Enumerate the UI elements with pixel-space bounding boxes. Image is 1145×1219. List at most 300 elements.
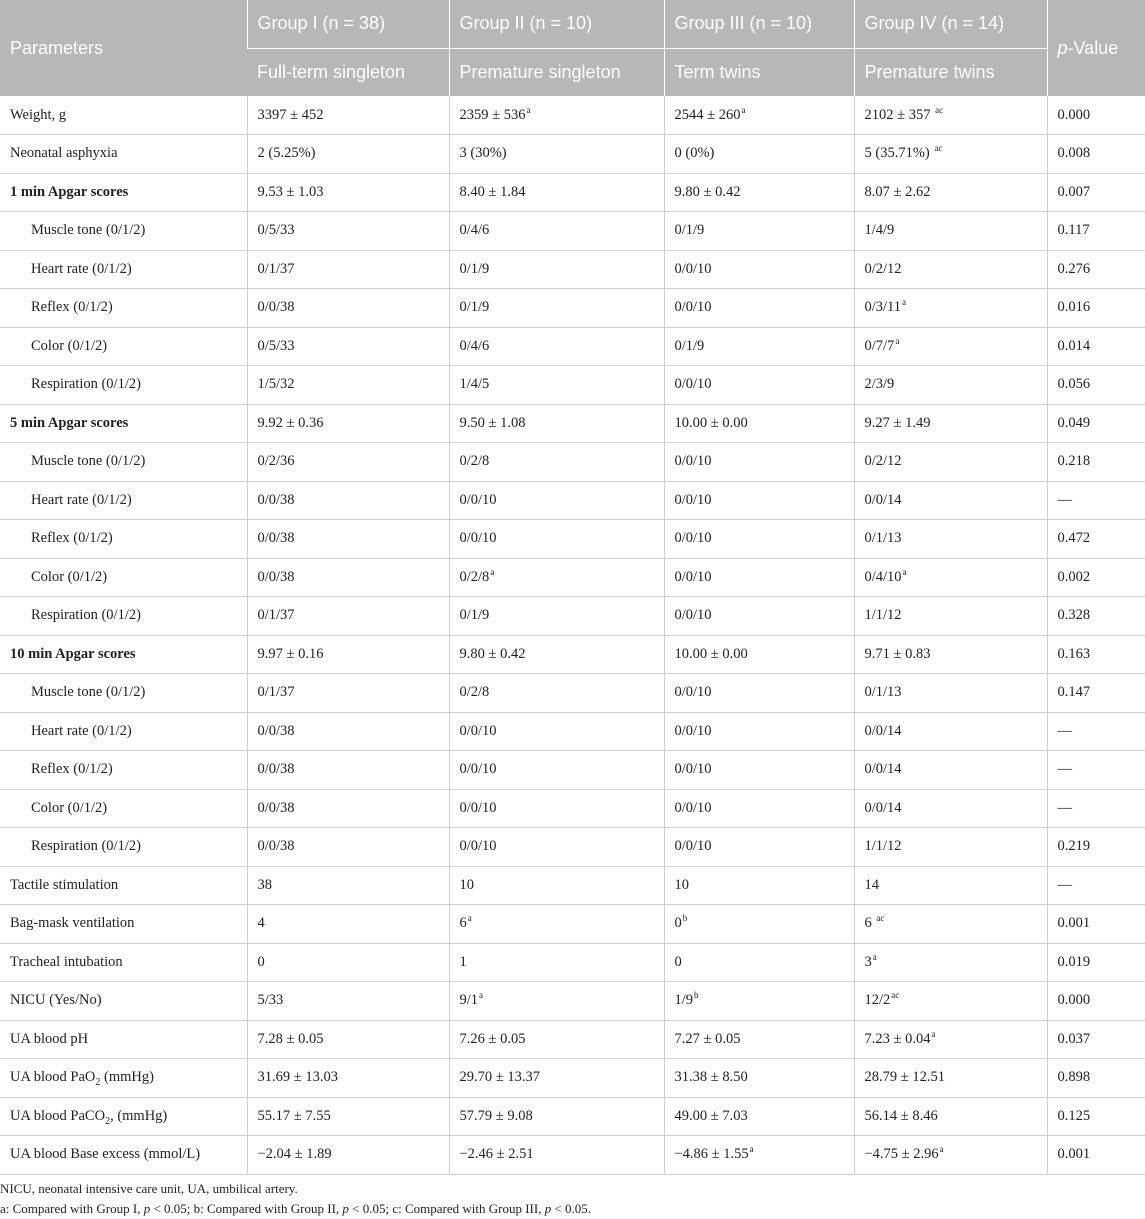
table-row [0,135,1145,174]
group-2-cell [449,789,664,828]
significance-marker: a [902,297,907,308]
table-row [0,558,1145,597]
cell-value: 3397 ± 452 [257,106,324,123]
cell-value: 7.27 ± 0.05 [674,1030,741,1047]
header-group-1: Group I (n = 38) [247,0,449,48]
group-4-cell [854,135,1047,174]
header-group-4: Group IV (n = 14) [854,0,1047,48]
cell-value: 1/5/32 [257,376,295,393]
cell-value: 9.50 ± 1.08 [459,414,526,431]
group-3-cell [664,982,854,1021]
header-group-1-desc: Full-term singleton [247,48,449,96]
cell-value: 2/3/9 [864,376,895,393]
header-row-groups [0,0,1145,48]
row-label-suffix: , (mmHg) [110,1107,168,1124]
cell-value: 14 [864,876,879,893]
cell-value: 0/2/8 [459,453,490,470]
group-4-cell [854,481,1047,520]
p-value-cell: 0.000 [1047,96,1145,135]
p-value-cell: — [1047,866,1145,905]
footnote-p-italic: p [342,1201,349,1216]
group-3-cell [664,250,854,289]
table-row [0,481,1145,520]
row-label-text: Muscle tone (0/1/2) [31,222,146,239]
row-label [0,96,247,135]
group-2-cell [449,1097,664,1136]
table-row [0,520,1145,559]
group-3-cell [664,520,854,559]
p-value-cell: 0.219 [1047,828,1145,867]
cell-value: 0/0/38 [257,299,295,316]
row-label [0,943,247,982]
cell-value: 10 [459,876,474,893]
cell-value: 0/0/10 [674,530,712,547]
group-1-cell [247,520,449,559]
cell-value: 1/4/5 [459,376,490,393]
footnotes [0,1179,591,1219]
cell-value: 9.97 ± 0.16 [257,645,324,662]
row-label [0,1059,247,1098]
row-label-subscript: 2 [95,1077,101,1089]
group-1-cell [247,558,449,597]
table-row [0,327,1145,366]
group-2-cell [449,558,664,597]
significance-marker: ac [891,990,900,1001]
group-1-cell [247,173,449,212]
row-label-text: Respiration (0/1/2) [31,376,141,393]
cell-value: 0/1/9 [674,337,705,354]
cell-value: 55.17 ± 7.55 [257,1107,331,1124]
group-3-cell [664,366,854,405]
group-3-cell [664,674,854,713]
significance-marker: a [467,913,472,924]
row-label-text: Muscle tone (0/1/2) [31,684,146,701]
row-label [0,1097,247,1136]
cell-value: 1/4/9 [864,222,895,239]
row-label-text: Neonatal asphyxia [10,145,118,162]
cell-value: 0/0/14 [864,761,902,778]
group-1-cell [247,443,449,482]
group-1-cell [247,674,449,713]
cell-value: 0/4/6 [459,337,490,354]
group-1-cell [247,789,449,828]
cell-value: 1/9 [674,992,694,1009]
group-2-cell [449,751,664,790]
header-group-3-desc: Term twins [664,48,854,96]
p-value-cell: 0.472 [1047,520,1145,559]
footnote-p-italic: p [544,1201,552,1216]
p-value-cell: 0.002 [1047,558,1145,597]
cell-value: 1/1/12 [864,838,902,855]
table-row [0,212,1145,251]
significance-marker: a [526,104,531,115]
table-row [0,289,1145,328]
group-4-cell [854,674,1047,713]
cell-value: 0/5/33 [257,222,295,239]
p-value-cell: 0.007 [1047,173,1145,212]
table-row [0,597,1145,636]
cell-value: 10.00 ± 0.00 [674,645,748,662]
table-row [0,404,1145,443]
p-value-cell: 0.163 [1047,635,1145,674]
footnote-text: a: Compared with Group I, [0,1201,144,1216]
cell-value: 0/0/10 [674,260,712,277]
cell-value: 0/0/10 [674,491,712,508]
significance-marker: ac [935,104,944,115]
row-label-text: UA blood Base excess (mmol/L) [10,1146,201,1163]
group-2-cell [449,828,664,867]
row-label [0,404,247,443]
row-label-text: Color (0/1/2) [31,337,108,354]
cell-value: 38 [257,876,272,893]
row-label-text: Color (0/1/2) [31,799,108,816]
cell-value: 2359 ± 536 [459,106,526,123]
group-1-cell [247,1136,449,1175]
significance-marker: a [749,1144,754,1155]
cell-value: 0/1/37 [257,260,295,277]
table-row [0,366,1145,405]
cell-value: 9.80 ± 0.42 [674,183,741,200]
table-body [0,96,1145,1174]
significance-marker: b [682,913,688,924]
group-1-cell [247,597,449,636]
row-label-text: Heart rate (0/1/2) [31,491,132,508]
cell-value: 0/0/10 [674,838,712,855]
group-3-cell [664,828,854,867]
table-row [0,250,1145,289]
cell-value: 0/0/38 [257,722,295,739]
cell-value: 9.53 ± 1.03 [257,183,324,200]
cell-value: 9.71 ± 0.83 [864,645,931,662]
group-2-cell [449,905,664,944]
cell-value: 0/0/10 [459,761,497,778]
p-value-cell: 0.056 [1047,366,1145,405]
group-1-cell [247,943,449,982]
row-label [0,866,247,905]
cell-value: 9/1 [459,992,479,1009]
header-group-2-desc: Premature singleton [449,48,664,96]
cell-value: 0/3/11 [864,299,902,316]
group-3-cell [664,96,854,135]
group-3-cell [664,212,854,251]
group-4-cell [854,173,1047,212]
p-value-cell: 0.147 [1047,674,1145,713]
header-group-4-desc: Premature twins [854,48,1047,96]
group-2-cell [449,982,664,1021]
cell-value: 0/5/33 [257,337,295,354]
table-row [0,828,1145,867]
row-label-text: Tactile stimulation [10,876,119,893]
group-4-cell [854,1097,1047,1136]
cell-value: 28.79 ± 12.51 [864,1069,945,1086]
group-1-cell [247,982,449,1021]
group-3-cell [664,1136,854,1175]
p-value-cell: 0.218 [1047,443,1145,482]
significance-marker: a [902,566,907,577]
cell-value: 10.00 ± 0.00 [674,414,748,431]
group-2-cell [449,96,664,135]
cell-value: 0/2/8 [459,568,490,585]
cell-value: 0/1/37 [257,607,295,624]
cell-value: 1/1/12 [864,607,902,624]
group-2-cell [449,250,664,289]
row-label-text: Tracheal intubation [10,953,123,970]
cell-value: 29.70 ± 13.37 [459,1069,540,1086]
header-pvalue [1047,0,1145,96]
group-4-cell [854,789,1047,828]
cell-value: 0/1/13 [864,684,902,701]
row-label-text: Muscle tone (0/1/2) [31,453,146,470]
cell-value: 0/0/38 [257,838,295,855]
table-row [0,173,1145,212]
cell-value: 0/0/10 [674,299,712,316]
table-row [0,1097,1145,1136]
cell-value: 0/7/7 [864,337,895,354]
significance-marker: a [872,951,877,962]
table-row [0,905,1145,944]
p-value-cell: — [1047,712,1145,751]
group-1-cell [247,635,449,674]
row-label-text: UA blood PaO [10,1069,96,1086]
row-label [0,443,247,482]
cell-value: 8.07 ± 2.62 [864,183,931,200]
p-value-cell: 0.000 [1047,982,1145,1021]
group-3-cell [664,327,854,366]
cell-value: 0 [674,915,682,932]
header-group-2: Group II (n = 10) [449,0,664,48]
group-1-cell [247,289,449,328]
group-1-cell [247,1059,449,1098]
cell-value: 6 [459,915,467,932]
row-label-text: Reflex (0/1/2) [31,299,113,316]
row-label-text: NICU (Yes/No) [10,992,102,1009]
significance-marker: a [931,1028,936,1039]
footnote-text: < 0.05; b: Compared with Group II, [150,1201,343,1216]
group-1-cell [247,905,449,944]
row-label [0,712,247,751]
cell-value: 9.80 ± 0.42 [459,645,526,662]
row-label [0,289,247,328]
group-3-cell [664,789,854,828]
row-label-text: 1 min Apgar scores [10,183,129,200]
cell-value: 7.28 ± 0.05 [257,1030,324,1047]
cell-value: 0/2/12 [864,453,902,470]
table-row [0,751,1145,790]
cell-value: 0/1/37 [257,684,295,701]
row-label [0,135,247,174]
row-label [0,558,247,597]
group-4-cell [854,366,1047,405]
row-label [0,982,247,1021]
p-value-cell: 0.276 [1047,250,1145,289]
row-label-text: Reflex (0/1/2) [31,530,113,547]
cell-value: 0/1/13 [864,530,902,547]
footnote-text: < 0.05. [551,1201,592,1216]
cell-value: 0/0/38 [257,799,295,816]
significance-marker: ac [934,143,943,154]
cell-value: 0 [674,953,682,970]
group-2-cell [449,520,664,559]
group-4-cell [854,250,1047,289]
table-row [0,789,1145,828]
cell-value: 1 [459,953,467,970]
table-row [0,982,1145,1021]
group-3-cell [664,558,854,597]
group-3-cell [664,135,854,174]
cell-value: −4.86 ± 1.55 [674,1146,749,1163]
p-value-cell: — [1047,751,1145,790]
footnote-abbreviations: NICU, neonatal intensive care unit, UA, umbilical artery. [0,1181,298,1196]
group-2-cell [449,366,664,405]
row-label [0,674,247,713]
group-4-cell [854,327,1047,366]
group-3-cell [664,289,854,328]
cell-value: 0/0/10 [674,761,712,778]
cell-value: 9.92 ± 0.36 [257,414,324,431]
row-label [0,1136,247,1175]
cell-value: 2 (5.25%) [257,145,316,162]
table-row [0,96,1145,135]
group-3-cell [664,404,854,443]
table-row [0,1059,1145,1098]
cell-value: −2.04 ± 1.89 [257,1146,332,1163]
cell-value: 0/2/12 [864,260,902,277]
table-row [0,712,1145,751]
table-header [0,0,1145,96]
group-4-cell [854,558,1047,597]
cell-value: 4 [257,915,265,932]
cell-value: 7.23 ± 0.04 [864,1030,931,1047]
table-row [0,635,1145,674]
p-value-cell: 0.019 [1047,943,1145,982]
row-label-text: Respiration (0/1/2) [31,607,141,624]
row-label [0,520,247,559]
group-4-cell [854,635,1047,674]
cell-value: 0/0/10 [459,722,497,739]
cell-value: 6 [864,915,876,932]
group-4-cell [854,96,1047,135]
group-1-cell [247,751,449,790]
group-1-cell [247,404,449,443]
group-1-cell [247,828,449,867]
cell-value: 8.40 ± 1.84 [459,183,526,200]
group-3-cell [664,481,854,520]
cell-value: 9.27 ± 1.49 [864,414,931,431]
cell-value: 0 [257,953,265,970]
row-label [0,212,247,251]
significance-marker: a [741,104,746,115]
significance-marker: a [939,1144,944,1155]
cell-value: 57.79 ± 9.08 [459,1107,533,1124]
cell-value: 0/2/36 [257,453,295,470]
group-2-cell [449,327,664,366]
group-2-cell [449,173,664,212]
group-1-cell [247,481,449,520]
group-2-cell [449,1020,664,1059]
cell-value: 0/0/10 [674,568,712,585]
row-label [0,366,247,405]
group-4-cell [854,520,1047,559]
p-value-cell: 0.008 [1047,135,1145,174]
group-2-cell [449,212,664,251]
table-row [0,1020,1145,1059]
group-3-cell [664,1059,854,1098]
group-1-cell [247,1020,449,1059]
row-label [0,481,247,520]
group-4-cell [854,212,1047,251]
row-label [0,327,247,366]
cell-value: 0/1/9 [459,607,490,624]
cell-value: 0/0/14 [864,722,902,739]
group-1-cell [247,135,449,174]
row-label-text: Weight, g [10,106,67,123]
row-label [0,597,247,636]
cell-value: 56.14 ± 8.46 [864,1107,938,1124]
table-row [0,943,1145,982]
row-label-text: 5 min Apgar scores [10,414,129,431]
group-1-cell [247,212,449,251]
group-4-cell [854,404,1047,443]
table-row [0,1136,1145,1175]
group-1-cell [247,96,449,135]
p-value-cell: 0.037 [1047,1020,1145,1059]
group-4-cell [854,982,1047,1021]
cell-value: −4.75 ± 2.96 [864,1146,939,1163]
row-label [0,250,247,289]
group-2-cell [449,635,664,674]
cell-value: 0/0/38 [257,568,295,585]
cell-value: 0/0/10 [459,530,497,547]
footnote-p-italic: p [143,1201,151,1216]
cell-value: 0/0/10 [674,799,712,816]
group-4-cell [854,1136,1047,1175]
table-row [0,866,1145,905]
header-pvalue-rest: -Value [1067,37,1119,58]
row-label-suffix: (mmHg) [100,1069,154,1086]
p-value-cell: 0.016 [1047,289,1145,328]
p-value-cell: 0.328 [1047,597,1145,636]
group-2-cell [449,443,664,482]
header-group-3: Group III (n = 10) [664,0,854,48]
group-2-cell [449,404,664,443]
group-2-cell [449,481,664,520]
group-1-cell [247,1097,449,1136]
group-1-cell [247,712,449,751]
group-3-cell [664,1020,854,1059]
group-2-cell [449,943,664,982]
group-3-cell [664,635,854,674]
group-2-cell [449,674,664,713]
group-4-cell [854,828,1047,867]
significance-marker: ac [876,913,885,924]
group-1-cell [247,866,449,905]
cell-value: 0/0/38 [257,530,295,547]
cell-value: 3 [864,953,872,970]
group-4-cell [854,289,1047,328]
row-label-text: Reflex (0/1/2) [31,761,113,778]
footnote-significance [0,1199,591,1219]
group-2-cell [449,866,664,905]
group-3-cell [664,751,854,790]
p-value-cell: 0.125 [1047,1097,1145,1136]
cell-value: 0/1/9 [459,299,490,316]
cell-value: 0/0/10 [674,453,712,470]
table-row [0,674,1145,713]
cell-value: 2544 ± 260 [674,106,741,123]
cell-value: 0/0/14 [864,799,902,816]
header-pvalue-italic: p [1057,37,1068,58]
row-label-text: Respiration (0/1/2) [31,838,141,855]
